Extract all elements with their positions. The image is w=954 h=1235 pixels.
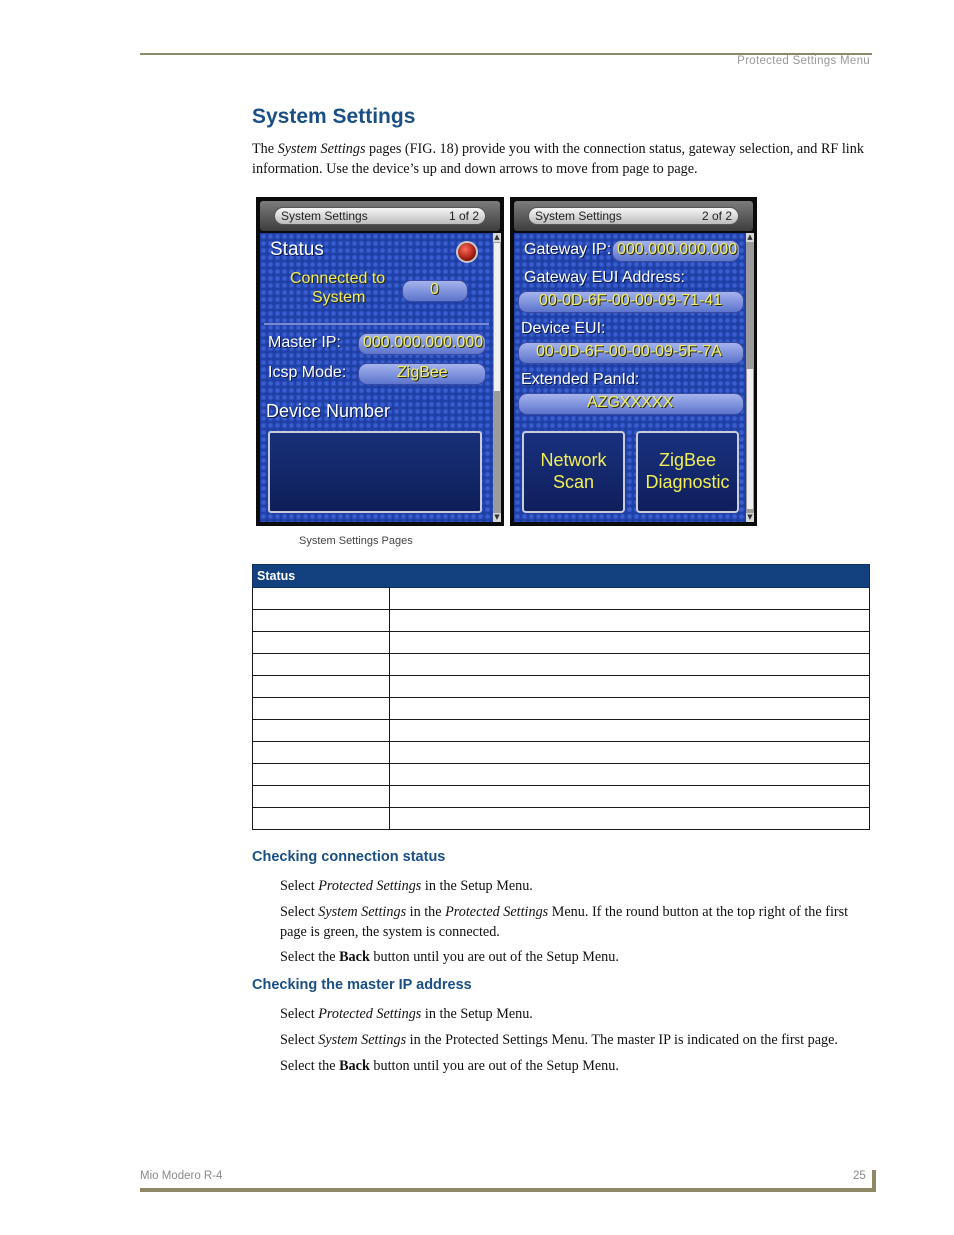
- gateway-eui-value: 00-0D-6F-00-00-09-71-41: [539, 292, 723, 309]
- table-row: [253, 808, 870, 830]
- table-cell-term: [253, 632, 390, 654]
- connected-label-line2: System: [312, 289, 366, 306]
- system-settings-page-2: [510, 197, 757, 526]
- screen1-scroll-up-icon[interactable]: ▲: [494, 233, 500, 241]
- table-row: [253, 610, 870, 632]
- table-row: [253, 632, 870, 654]
- table-cell-term: [253, 764, 390, 786]
- table-row: [253, 764, 870, 786]
- table-cell-term: [253, 720, 390, 742]
- screen2-page-indicator: 2 of 2: [701, 209, 732, 223]
- status-table-header-row: [253, 565, 870, 588]
- master-ip-label: Master IP:: [268, 334, 341, 351]
- procedure-step: Select Protected Settings in the Setup Menu.: [280, 878, 533, 894]
- network-scan-label-line1: Network: [540, 450, 607, 470]
- table-cell-description: [390, 786, 870, 808]
- table-cell-term: [253, 610, 390, 632]
- table-cell-term: [253, 742, 390, 764]
- gateway-eui-field: [518, 291, 744, 313]
- master-ip-value: 000.000.000.000: [363, 334, 484, 351]
- running-head: Protected Settings Menu: [737, 55, 870, 67]
- intro-paragraph: The System Settings pages (FIG. 18) provide you with the connection status, gateway selection, and RF link information. Use the device’s up and down arrows to move from page to page.: [252, 141, 864, 177]
- procedure-title: Checking the master IP address: [252, 977, 472, 993]
- icsp-mode-value: ZigBee: [397, 364, 448, 381]
- procedure-step: Select System Settings in the Protected Settings Menu. If the round button at the top right of the first page is green, the system is connected.: [280, 904, 849, 940]
- screen1-scrollbar[interactable]: [493, 233, 501, 522]
- screen2-titlebar: [514, 201, 753, 231]
- table-cell-description: [390, 808, 870, 830]
- device-eui-value: 00-0D-6F-00-00-09-5F-7A: [536, 343, 722, 360]
- device-eui-field: [518, 342, 744, 364]
- table-row: [253, 786, 870, 808]
- figure-caption: System Settings Pages: [299, 535, 413, 547]
- screen2-title: System Settings: [535, 209, 622, 223]
- screen1-titlebar: [260, 201, 500, 231]
- section-title: System Settings: [252, 105, 416, 128]
- connected-label-line1: Connected to: [290, 270, 386, 287]
- procedure-title: Checking connection status: [252, 849, 446, 865]
- status-indicator-button[interactable]: [456, 241, 478, 263]
- screen1-scroll-down-icon[interactable]: ▼: [494, 513, 500, 521]
- table-cell-term: [253, 676, 390, 698]
- extended-panid-value: AZGXXXXX: [587, 394, 674, 411]
- table-cell-description: [390, 720, 870, 742]
- table-cell-term: [253, 698, 390, 720]
- gateway-ip-value: 000.000.000.000: [617, 241, 738, 258]
- table-row: [253, 654, 870, 676]
- screen1-page-indicator: 1 of 2: [448, 209, 479, 223]
- table-row: [253, 720, 870, 742]
- icsp-mode-field: [358, 363, 486, 385]
- screen1-title-pill: [274, 207, 486, 225]
- table-cell-description: [390, 676, 870, 698]
- extended-panid-field: [518, 393, 744, 415]
- status-table-header: Status: [253, 565, 870, 588]
- master-ip-field: [358, 333, 486, 355]
- table-cell-description: [390, 764, 870, 786]
- procedure-step: Select System Settings in the Protected Settings Menu. The master IP is indicated on the first page.: [280, 1032, 838, 1048]
- zigbee-diagnostic-label-line1: ZigBee: [658, 450, 717, 470]
- screen1-panel: [260, 233, 493, 522]
- screen2-title-pill: [528, 207, 739, 225]
- screen2-scrollbar[interactable]: [746, 233, 754, 522]
- screen2-scroll-down-icon[interactable]: ▼: [747, 513, 753, 521]
- extended-panid-label: Extended PanId:: [521, 371, 640, 388]
- table-row: [253, 588, 870, 610]
- table-cell-description: [390, 632, 870, 654]
- page-number: 25: [853, 1170, 866, 1182]
- connected-value: 0: [430, 281, 439, 298]
- status-table: [252, 564, 870, 830]
- gateway-ip-field: [612, 240, 740, 262]
- screen1-scroll-thumb[interactable]: [494, 243, 500, 391]
- table-cell-term: [253, 808, 390, 830]
- table-cell-description: [390, 742, 870, 764]
- procedure-step: Select Protected Settings in the Setup Menu.: [280, 1006, 533, 1022]
- table-cell-description: [390, 610, 870, 632]
- status-heading: Status: [270, 239, 324, 260]
- screen2-scroll-up-icon[interactable]: ▲: [747, 233, 753, 241]
- network-scan-label-line2: Scan: [552, 472, 595, 492]
- device-eui-label: Device EUI:: [521, 320, 606, 337]
- table-cell-description: [390, 698, 870, 720]
- table-cell-description: [390, 654, 870, 676]
- table-row: [253, 676, 870, 698]
- procedure-step: Select the Back button until you are out of the Setup Menu.: [280, 949, 619, 965]
- table-row: [253, 742, 870, 764]
- screen2-scroll-thumb[interactable]: [747, 369, 753, 509]
- icsp-mode-label: Icsp Mode:: [268, 364, 347, 381]
- footer-rule: [140, 1188, 876, 1192]
- system-settings-page-1: [256, 197, 504, 526]
- screen1-title: System Settings: [281, 209, 368, 223]
- zigbee-diagnostic-label-line2: Diagnostic: [645, 472, 730, 492]
- connected-value-field: [402, 280, 468, 302]
- table-cell-term: [253, 588, 390, 610]
- footer-title: Mio Modero R-4: [140, 1170, 223, 1182]
- screen1-divider: [264, 323, 489, 325]
- screen2-panel: [514, 233, 746, 522]
- gateway-ip-label: Gateway IP:: [524, 241, 612, 258]
- zigbee-diagnostic-button[interactable]: [636, 431, 739, 513]
- procedure-step: Select the Back button until you are out of the Setup Menu.: [280, 1058, 619, 1074]
- table-cell-term: [253, 654, 390, 676]
- device-number-field[interactable]: [268, 431, 482, 513]
- network-scan-button[interactable]: [522, 431, 625, 513]
- table-row: [253, 698, 870, 720]
- table-cell-description: [390, 588, 870, 610]
- table-cell-term: [253, 786, 390, 808]
- status-table-body: [253, 588, 870, 830]
- device-number-heading: Device Number: [266, 401, 391, 421]
- gateway-eui-label: Gateway EUI Address:: [524, 269, 685, 286]
